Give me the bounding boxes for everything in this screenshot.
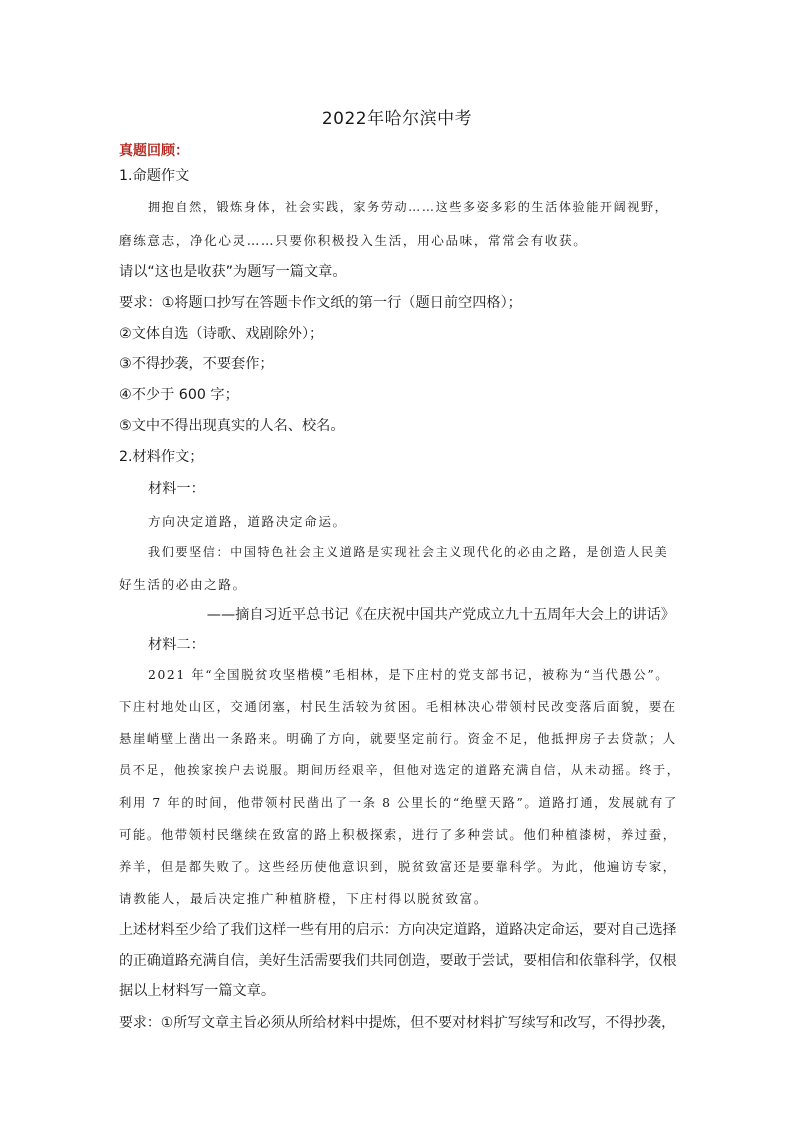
material-2-line-7: 养羊，但是都失败了。这些经历使他意识到，脱贫致富还是要靠科学。为此，他遍访专家， xyxy=(119,860,677,874)
conclusion-line-3: 据以上材料写一篇文章。 xyxy=(119,983,276,999)
section-heading: 真题回顾： xyxy=(119,143,189,159)
material-2-line-3: 悬崖峭壁上凿出一条路来。明确了方向，就要坚定前行。资金不足，他抵押房子去贷款；人 xyxy=(119,732,677,746)
page-title: 2022年哈尔滨中考 xyxy=(321,109,473,129)
material-2-line-4: 员不足，他挨家挨户去说服。期间历经艰辛，但他对选定的道路充满自信，从未动摇。终于， xyxy=(119,763,681,777)
conclusion-line-1: 上述材料至少给了我们这样一些有用的启示：方向决定道路，道路决定命运，要对自己选择 xyxy=(119,922,677,938)
q1-requirement-2: ②文体自选（诗歌、戏剧除外）； xyxy=(119,326,324,342)
material-1-line-3: 好生活的必由之路。 xyxy=(119,577,247,592)
material-1-source: ——摘自习近平总书记《在庆祝中国共产党成立九十五周年大会上的讲话》 xyxy=(206,607,675,623)
q1-requirement-3: ③不得抄袭，不要套作； xyxy=(119,356,274,372)
q1-intro-line-2: 磨练意志，净化心灵……只要你积极投入生活，用心品味，常常会有收获。 xyxy=(119,233,588,248)
q2-requirement-1: 要求：①所写文章主旨必须从所给材料中提炼，但不要对材料扩写续写和改写，不得抄袭， xyxy=(119,1015,676,1031)
material-1-label: 材料一： xyxy=(148,481,205,497)
q2-label: 2.材料作文； xyxy=(119,449,204,465)
material-2-line-1: 2021 年“全国脱贫攻坚楷模”毛相林，是下庄村的党支部书记，被称为“当代愚公”。 xyxy=(148,668,670,682)
q1-requirement-5: ⑤文中不得出现真实的人名、校名。 xyxy=(119,418,345,434)
q1-requirement-1: 要求：①将题口抄写在答题卡作文纸的第一行（题日前空四格）； xyxy=(119,295,522,311)
material-2-line-2: 下庄村地处山区，交通闭塞，村民生活较为贫困。毛相林决心带领村民改变落后面貌，要在 xyxy=(119,700,677,714)
q1-label: 1.命题作文 xyxy=(119,168,190,184)
conclusion-line-2: 的正确道路充满自信，美好生活需要我们共同创造，要敢于尝试，要相信和依靠科学，仅根 xyxy=(119,953,677,969)
q1-requirement-4: ④不少于 600 字； xyxy=(119,387,239,403)
material-1-line-1: 方向决定道路，道路决定命运。 xyxy=(148,514,347,529)
q1-intro-line-1: 拥抱自然，锻炼身体，社会实践，家务劳动……这些多姿多彩的生活体验能开阔视野， xyxy=(148,200,669,214)
material-2-line-6: 可能。他带领村民继续在致富的路上积极探索，进行了多种尝试。他们种植漆树，养过蚕， xyxy=(119,828,677,842)
q1-prompt: 请以“这也是收获”为题写一篇文章。 xyxy=(119,264,347,280)
material-1-line-2: 我们要坚信：中国特色社会主义道路是实现社会主义现代化的必由之路，是创造人民美 xyxy=(148,545,669,559)
material-2-line-8: 请教能人，最后决定推广种植脐橙，下庄村得以脱贫致富。 xyxy=(119,891,489,906)
material-2-line-5: 利用 7 年的时间，他带领村民凿出了一条 8 公里长的“绝壁天路”。道路打通，发展就有了 xyxy=(119,796,678,810)
material-2-label: 材料二： xyxy=(148,637,205,653)
